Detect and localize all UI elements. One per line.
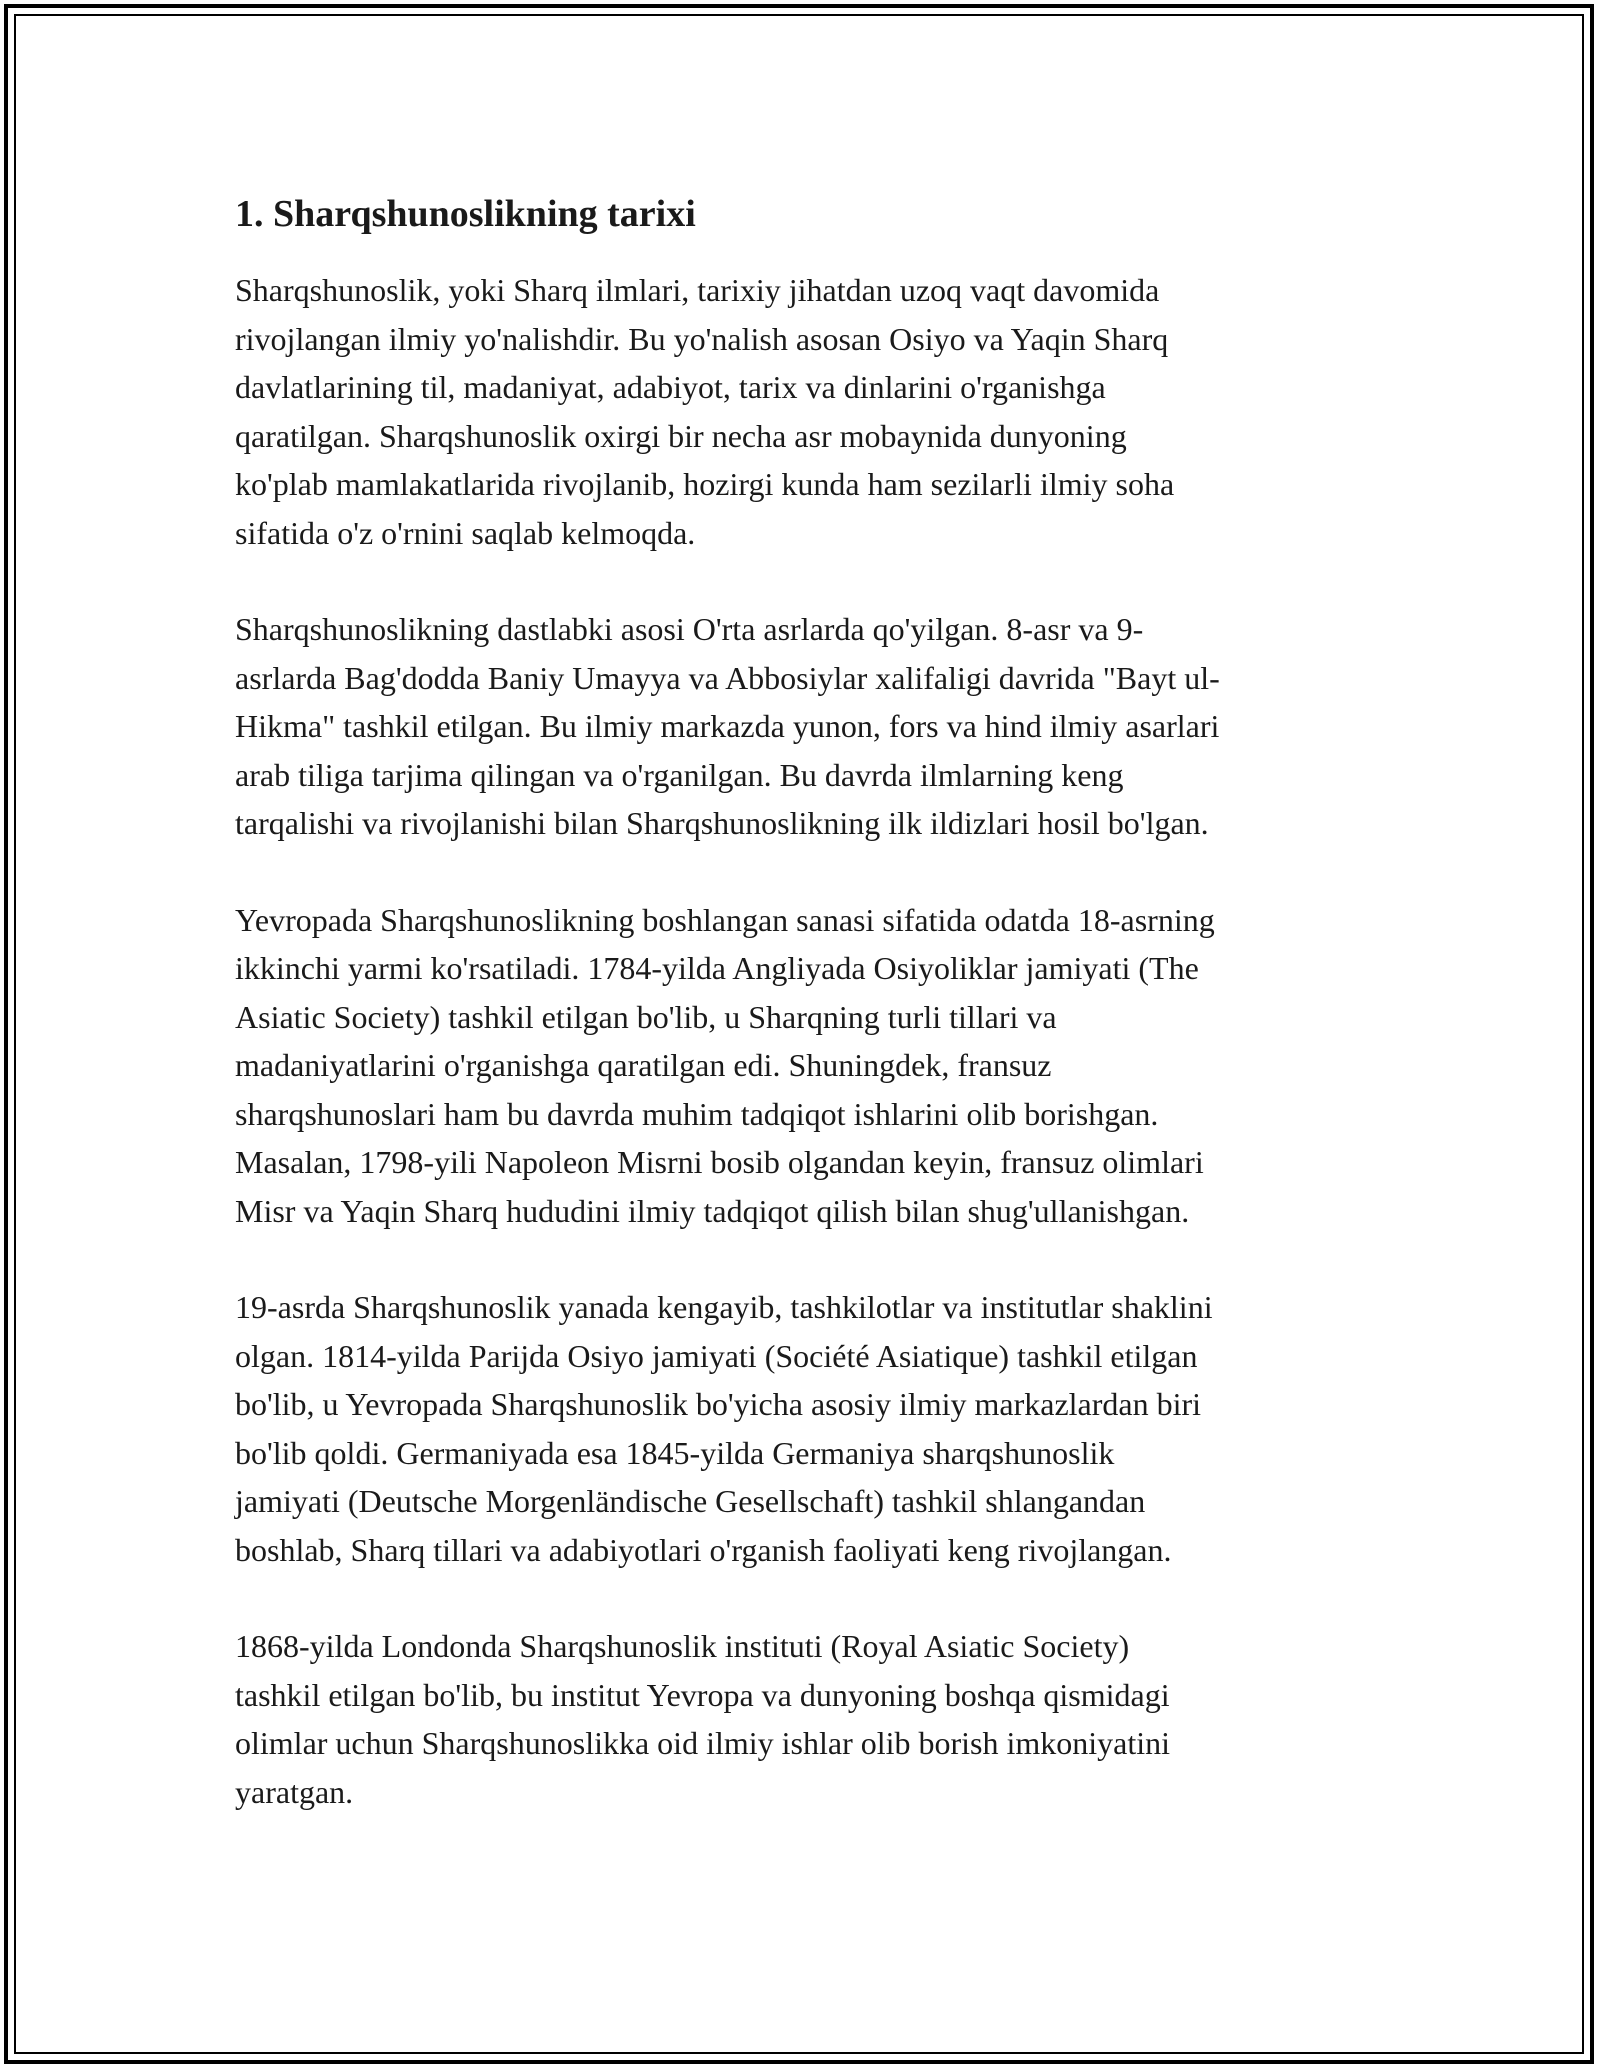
paragraph-line: tarqalishi va rivojlanishi bilan Sharqshunoslikning ilk ildizlari hosil bo'lgan. <box>235 805 1209 841</box>
paragraph-line: Asiatic Society) tashkil etilgan bo'lib, u Sharqning turli tillari va <box>235 998 1057 1035</box>
paragraph-line: ko'plab mamlakatlarida rivojlanib, hozirgi kunda ham sezilarli ilmiy soha <box>235 466 1175 502</box>
paragraph-line: asrlarda Bag'dodda Baniy Umayya va Abbosiylar xalifaligi davrida "Bayt ul- <box>235 659 1220 696</box>
section-heading: 1. Sharqshunoslikning tarixi <box>235 193 696 235</box>
paragraph <box>235 605 1375 848</box>
paragraph-line: bo'lib, u Yevropada Sharqshunoslik bo'yicha asosiy ilmiy markazlardan biri <box>235 1386 1202 1422</box>
document-body <box>235 186 1375 1864</box>
paragraph-line: Sharqshunoslik, yoki Sharq ilmlari, tarixiy jihatdan uzoq vaqt davomida <box>235 272 1160 308</box>
paragraph-line: tashkil etilgan bo'lib, bu institut Yevropa va dunyoning boshqa qismidagi <box>235 1676 1170 1713</box>
paragraph-line: ikkinchi yarmi ko'rsatiladi. 1784-yilda Angliyada Osiyoliklar jamiyati (The <box>235 950 1199 986</box>
paragraph-line: davlatlarining til, madaniyat, adabiyot, tarix va dinlarini o'rganishga <box>235 369 1106 405</box>
paragraph-line: bo'lib qoldi. Germaniyada esa 1845-yilda Germaniya sharqshunoslik <box>235 1434 1115 1471</box>
paragraph-line: sifatida o'z o'rnini saqlab kelmoqda. <box>235 514 696 551</box>
paragraph-list <box>235 266 1375 1816</box>
paragraph-line: arab tiliga tarjima qilingan va o'rganilgan. Bu davrda ilmlarning keng <box>235 756 1124 793</box>
paragraph-line: Misr va Yaqin Sharq hududini ilmiy tadqiqot qilish bilan shug'ullanishgan. <box>235 1192 1190 1229</box>
paragraph-line: Sharqshunoslikning dastlabki asosi O'rta asrlarda qo'yilgan. 8-asr va 9- <box>235 611 1144 647</box>
paragraph-line: rivojlangan ilmiy yo'nalishdir. Bu yo'nalish asosan Osiyo va Yaqin Sharq <box>235 320 1169 357</box>
paragraph <box>235 896 1375 1236</box>
paragraph <box>235 266 1375 557</box>
paragraph-line: boshlab, Sharq tillari va adabiyotlari o'rganish faoliyati keng rivojlangan. <box>235 1531 1172 1568</box>
paragraph-line: yaratgan. <box>235 1773 354 1810</box>
paragraph-line: sharqshunoslari ham bu davrda muhim tadqiqot ishlarini olib borishgan. <box>235 1095 1159 1132</box>
paragraph <box>235 1283 1375 1574</box>
paragraph <box>235 1622 1375 1816</box>
paragraph-line: Hikma" tashkil etilgan. Bu ilmiy markazda yunon, fors va hind ilmiy asarlari <box>235 708 1220 744</box>
paragraph-line: qaratilgan. Sharqshunoslik oxirgi bir necha asr mobaynida dunyoning <box>235 417 1127 454</box>
paragraph-line: jamiyati (Deutsche Morgenländische Gesellschaft) tashkil shlangandan <box>235 1483 1146 1519</box>
paragraph-line: olgan. 1814-yilda Parijda Osiyo jamiyati (Société Asiatique) tashkil etilgan <box>235 1337 1198 1374</box>
paragraph-line: 19-asrda Sharqshunoslik yanada kengayib, tashkilotlar va institutlar shaklini <box>235 1289 1213 1325</box>
paragraph-line: madaniyatlarini o'rganishga qaratilgan edi. Shuningdek, fransuz <box>235 1047 1052 1083</box>
paragraph-line: 1868-yilda Londonda Sharqshunoslik instituti (Royal Asiatic Society) <box>235 1628 1130 1664</box>
paragraph-line: olimlar uchun Sharqshunoslikka oid ilmiy ishlar olib borish imkoniyatini <box>235 1725 1171 1761</box>
paragraph-line: Yevropada Sharqshunoslikning boshlangan sanasi sifatida odatda 18-asrning <box>235 901 1215 938</box>
paragraph-line: Masalan, 1798-yili Napoleon Misrni bosib olgandan keyin, fransuz olimlari <box>235 1144 1204 1180</box>
